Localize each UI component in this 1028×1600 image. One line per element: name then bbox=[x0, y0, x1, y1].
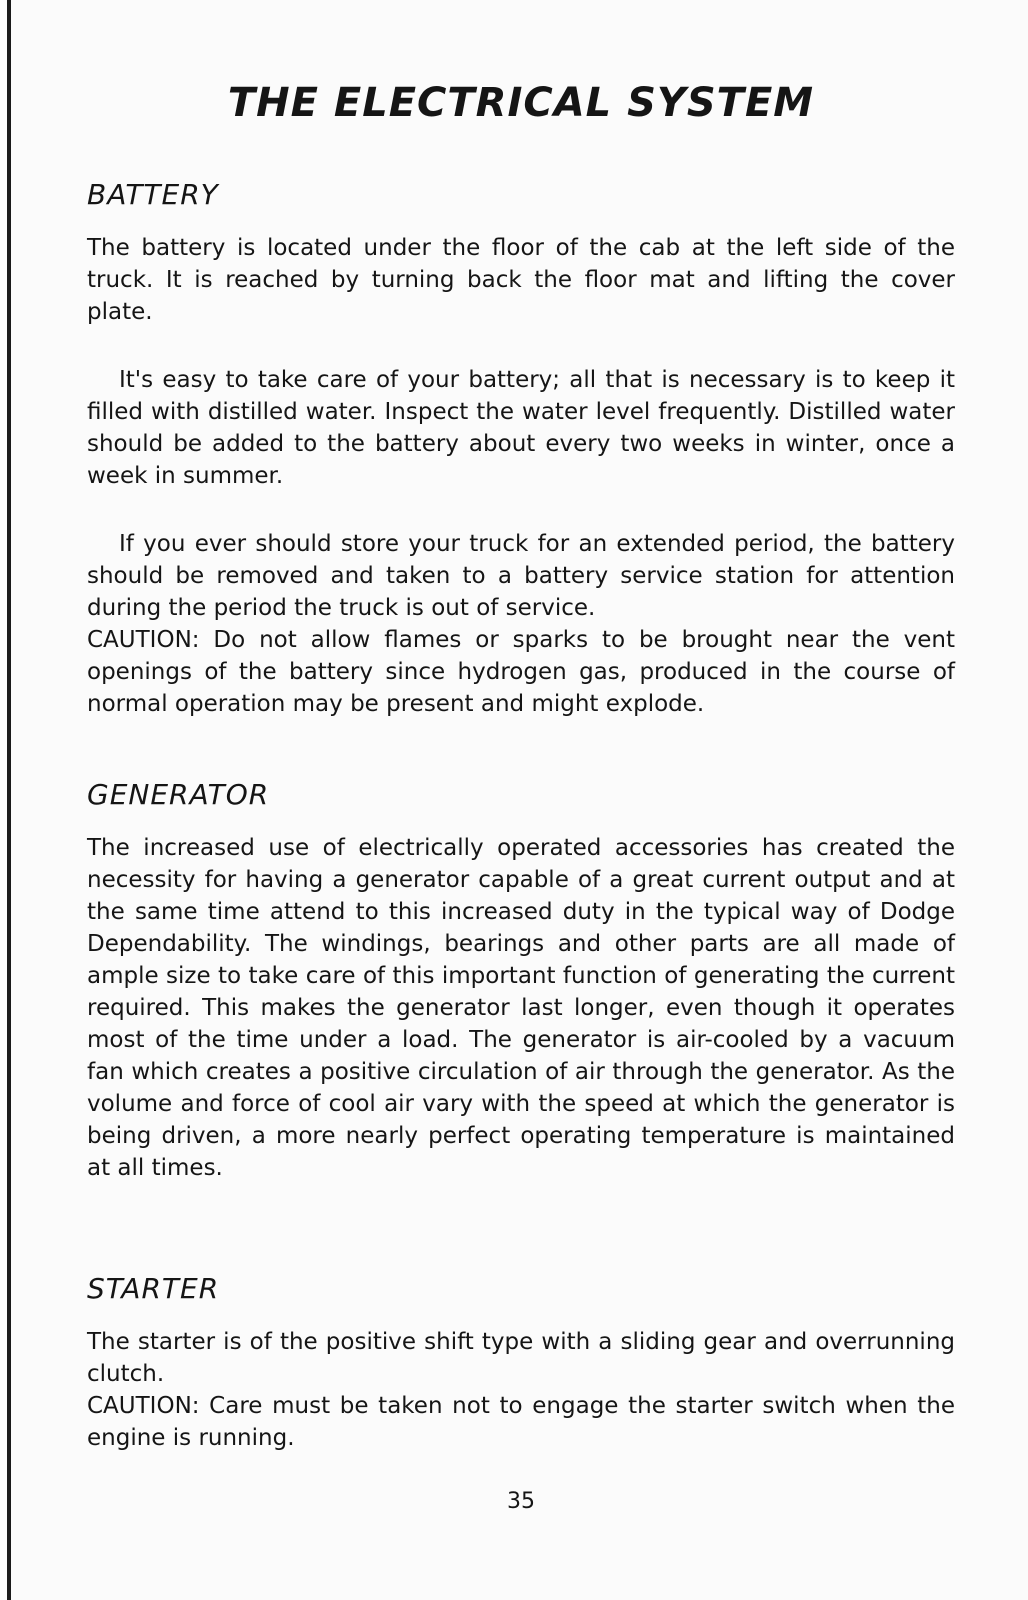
starter-heading: STARTER bbox=[87, 1272, 220, 1305]
generator-heading: GENERATOR bbox=[87, 778, 270, 811]
battery-caution: CAUTION: Do not allow flames or sparks to be brought near the vent openings of the battery since hydrogen gas, produced in the course of normal operation may be present and might explode. bbox=[87, 627, 955, 717]
starter-caution: CAUTION: Care must be taken not to engage the starter switch when the engine is running. bbox=[87, 1393, 955, 1451]
battery-heading: BATTERY bbox=[87, 178, 219, 211]
page-number: 35 bbox=[507, 1489, 535, 1514]
battery-paragraph-2: It's easy to take care of your battery; all that is necessary is to keep it filled with distilled water. Inspect the water level frequently. Distilled water should be added to the battery about every two weeks in winter, once a week in summer. bbox=[87, 367, 955, 489]
generator-paragraph: The increased use of electrically operated accessories has created the necessity for having a generator capable of a great current output and at the same time attend to this increased duty in the typical way of Dodge Dependability. The windings, bearings and other parts are all made of ample size to take care of this important function of generating the current required. This makes the generator last longer, even though it operates most of the time under a load. The generator is air-cooled by a vacuum fan which creates a positive circulation of air through the generator. As the volume and force of cool air vary with the speed at which the generator is being driven, a more nearly perfect operating temperature is maintained at all times. bbox=[87, 835, 955, 1181]
battery-paragraph-3: If you ever should store your truck for an extended period, the battery should be removed and taken to a battery service station for attention during the period the truck is out of service. bbox=[87, 531, 955, 621]
page-binding-edge bbox=[7, 0, 11, 1600]
page-title: THE ELECTRICAL SYSTEM bbox=[227, 80, 815, 126]
battery-paragraph-1: The battery is located under the floor of the cab at the left side of the truck. It is reached by turning back the floor mat and lifting the cover plate. bbox=[87, 235, 955, 325]
starter-paragraph: The starter is of the positive shift type with a sliding gear and overrunning clutch. bbox=[87, 1329, 955, 1387]
